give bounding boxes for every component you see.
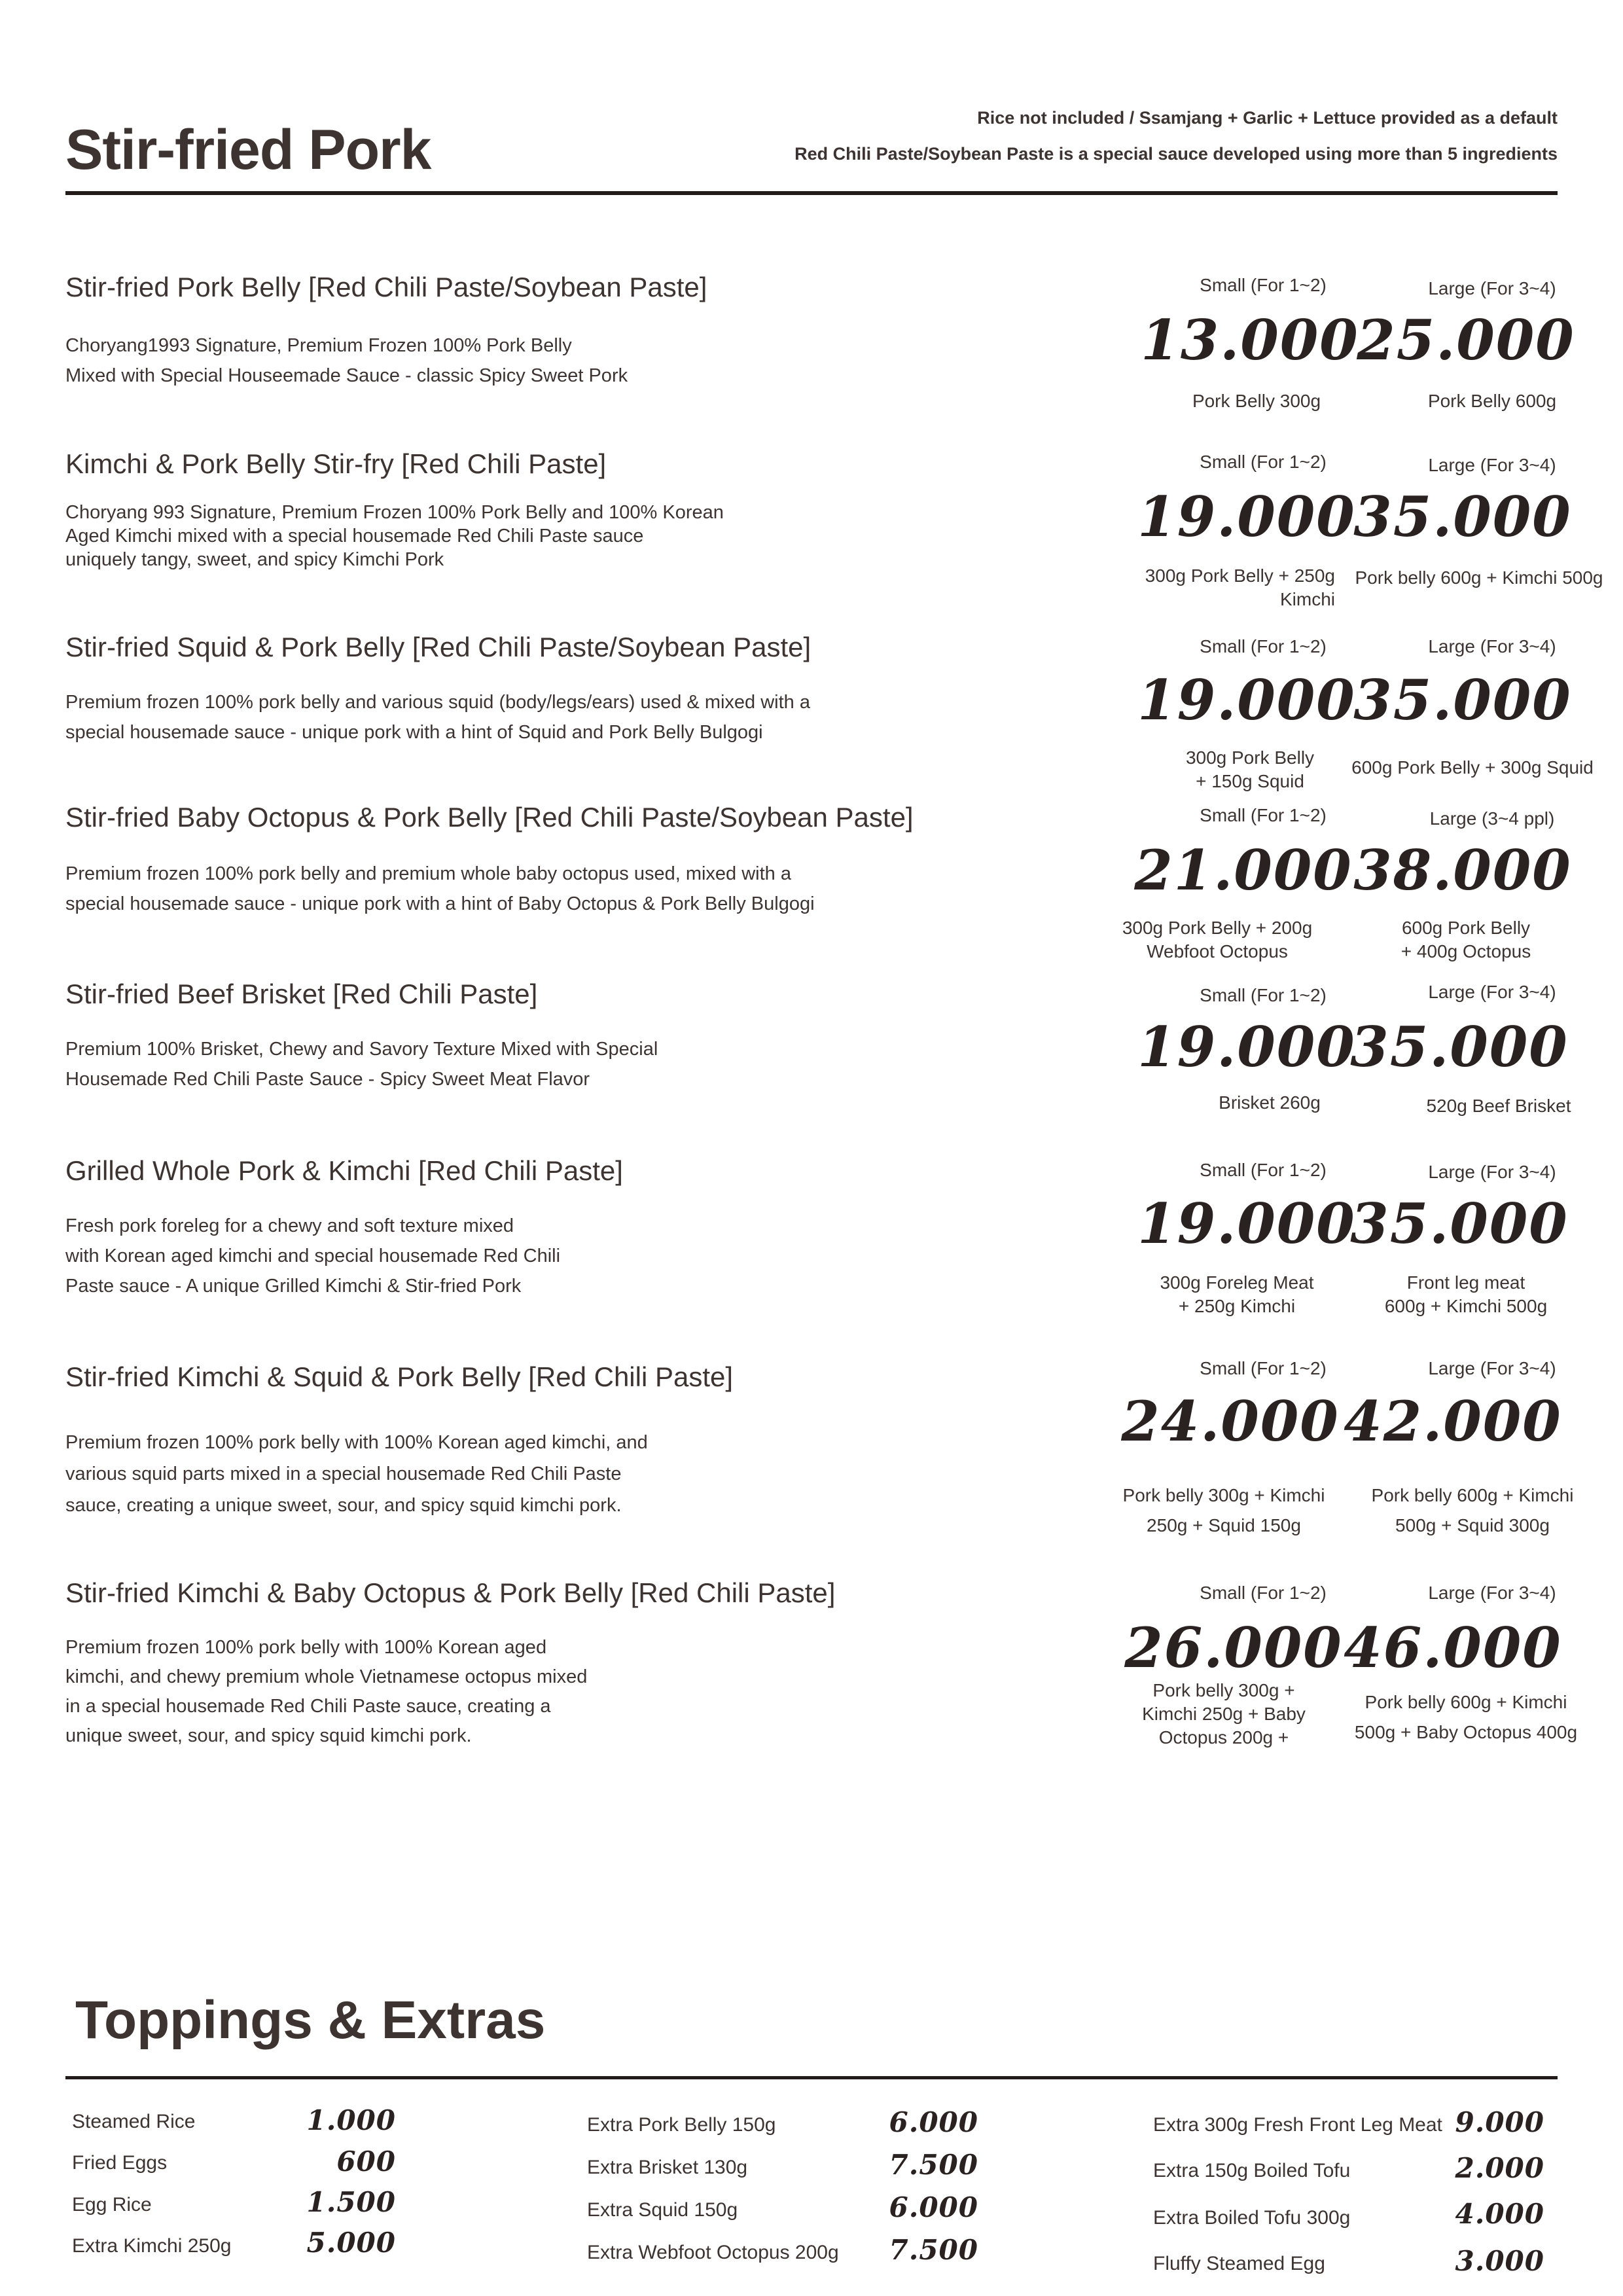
small-price: 19.000 (1137, 1014, 1356, 1079)
item-description: Fresh pork foreleg for a chewy and soft texture mixed with Korean aged kimchi and special housemade Red Chili Paste sauce - A unique Grilled Kimchi & Stir-fried Pork (65, 1215, 561, 1297)
small-size-label: Small (For 1~2) (1200, 1358, 1327, 1378)
large-portion: Pork Belly 600g (1427, 391, 1557, 411)
extra-item-price: 1.000 (306, 2104, 396, 2136)
page-title: Stir-fried Pork (65, 118, 431, 181)
item-description: Premium frozen 100% pork belly with 100% Korean aged kimchi, and chewy premium whole Vietnamese octopus mixed in a special housemade Red Chili Paste sauce, creating a unique sweet, sour, and spicy squid kimchi pork. (65, 1637, 588, 1746)
extra-item-price: 3.000 (1455, 2245, 1544, 2277)
small-price: 26.000 (1124, 1615, 1343, 1680)
extra-item-name: Extra Boiled Tofu 300g (1153, 2207, 1351, 2229)
item-name: Stir-fried Kimchi & Baby Octopus & Pork Belly [Red Chili Paste] (65, 1577, 836, 1608)
extra-item-name: Fried Eggs (72, 2152, 168, 2174)
extra-item-name: Extra Kimchi 250g (72, 2235, 232, 2257)
small-portion: 300g Pork Belly + 250g Kimchi (1145, 565, 1335, 609)
extra-item-price: 1.500 (306, 2186, 396, 2218)
item-description: Premium frozen 100% pork belly and various squid (body/legs/ears) used & mixed with a special housemade sauce - unique pork with a hint of Squid and Pork Belly Bulgogi (65, 692, 810, 743)
item-description: Choryang1993 Signature, Premium Frozen 100% Pork Belly Mixed with Special Houseemade Sauce - classic Spicy Sweet Pork (65, 335, 628, 386)
large-price: 46.000 (1344, 1615, 1562, 1680)
small-price: 19.000 (1137, 668, 1356, 732)
header-divider (65, 191, 1558, 195)
small-price: 19.000 (1137, 1191, 1356, 1256)
extra-item-name: Fluffy Steamed Egg (1153, 2253, 1325, 2274)
item-name: Stir-fried Pork Belly [Red Chili Paste/Soybean Paste] (65, 272, 707, 302)
extras-title: Toppings & Extras (75, 1990, 546, 2050)
extra-item-name: Extra Squid 150g (587, 2199, 738, 2221)
extra-item-price: 9.000 (1455, 2106, 1544, 2138)
small-portion: Pork belly 300g + Kimchi 250g + Squid 150g (1122, 1485, 1325, 1535)
small-price: 13.000 (1141, 308, 1359, 372)
large-price: 35.000 (1350, 1014, 1569, 1079)
item-name: Grilled Whole Pork & Kimchi [Red Chili Paste] (65, 1155, 623, 1186)
small-price: 21.000 (1134, 838, 1353, 903)
item-description: Premium frozen 100% pork belly with 100% Korean aged kimchi, and various squid parts mixed in a special housemade Red Chili Paste sauce, creating a unique sweet, sour, and spicy squid kimchi pork. (65, 1432, 648, 1516)
large-portion: Pork belly 600g + Kimchi 500g + Squid 300g (1371, 1485, 1574, 1535)
large-portion: 600g Pork Belly + 400g Octopus (1400, 918, 1531, 961)
large-size-label: Large (For 3~4) (1428, 1583, 1556, 1603)
small-portion: Brisket 260g (1219, 1092, 1321, 1113)
extra-item-name: Egg Rice (72, 2194, 152, 2215)
large-portion: 600g Pork Belly + 300g Squid (1351, 757, 1594, 778)
item-name: Stir-fried Squid & Pork Belly [Red Chili Paste/Soybean Paste] (65, 632, 812, 662)
header-note-sauce: Red Chili Paste/Soybean Paste is a special sauce developed using more than 5 ingredients (794, 144, 1558, 164)
large-portion: Pork belly 600g + Kimchi 500g (1355, 567, 1603, 588)
extra-item-name: Steamed Rice (72, 2111, 196, 2132)
small-portion: 300g Foreleg Meat + 250g Kimchi (1160, 1272, 1314, 1316)
large-price: 42.000 (1344, 1389, 1562, 1454)
large-size-label: Large (For 3~4) (1428, 1358, 1556, 1378)
large-price: 35.000 (1350, 1191, 1569, 1256)
large-price: 38.000 (1353, 838, 1572, 903)
extra-item-price: 600 (336, 2145, 396, 2178)
item-name: Kimchi & Pork Belly Stir-fry [Red Chili Paste] (65, 448, 607, 479)
extra-item-price: 7.500 (889, 2149, 978, 2181)
large-size-label: Large (For 3~4) (1428, 636, 1556, 656)
extra-item-name: Extra Webfoot Octopus 200g (587, 2242, 839, 2263)
small-size-label: Small (For 1~2) (1200, 985, 1327, 1005)
small-portion: 300g Pork Belly + 200g Webfoot Octopus (1122, 918, 1313, 961)
item-description: Choryang 993 Signature, Premium Frozen 100% Pork Belly and 100% Korean Aged Kimchi mixed with a special housemade Red Chili Paste sauce uniquely tangy, sweet, and spicy Kimchi Pork (65, 502, 724, 570)
extra-item-name: Extra Brisket 130g (587, 2157, 748, 2178)
item-name: Stir-fried Baby Octopus & Pork Belly [Red Chili Paste/Soybean Paste] (65, 802, 914, 833)
extra-item-price: 4.000 (1455, 2198, 1544, 2230)
large-portion: Pork belly 600g + Kimchi 500g + Baby Octopus 400g (1354, 1692, 1578, 1742)
item-name: Stir-fried Kimchi & Squid & Pork Belly [Red Chili Paste] (65, 1361, 734, 1392)
extra-item-price: 7.500 (889, 2234, 978, 2266)
header-note-rice: Rice not included / Ssamjang + Garlic + Lettuce provided as a default (977, 108, 1558, 128)
large-size-label: Large (For 3~4) (1428, 982, 1556, 1002)
small-price: 24.000 (1121, 1389, 1340, 1454)
large-size-label: Large (For 3~4) (1428, 1162, 1556, 1182)
extra-item-price: 5.000 (306, 2227, 396, 2259)
small-portion: Pork belly 300g + Kimchi 250g + Baby Octopus 200g + (1142, 1680, 1306, 1748)
large-portion: Front leg meat 600g + Kimchi 500g (1384, 1272, 1548, 1316)
large-portion: 520g Beef Brisket (1426, 1096, 1571, 1116)
large-size-label: Large (For 3~4) (1428, 455, 1556, 475)
small-price: 19.000 (1137, 484, 1356, 549)
small-size-label: Small (For 1~2) (1200, 1583, 1327, 1603)
extras-divider (65, 2076, 1558, 2079)
extra-item-price: 6.000 (889, 2191, 978, 2223)
small-size-label: Small (For 1~2) (1200, 275, 1327, 295)
item-description: Premium frozen 100% pork belly and premium whole baby octopus used, mixed with a special housemade sauce - unique pork with a hint of Baby Octopus & Pork Belly Bulgogi (65, 863, 815, 914)
small-size-label: Small (For 1~2) (1200, 805, 1327, 825)
extra-item-name: Extra 300g Fresh Front Leg Meat (1153, 2114, 1442, 2136)
large-size-label: Large (3~4 ppl) (1429, 808, 1555, 829)
item-description: Premium 100% Brisket, Chewy and Savory Texture Mixed with Special Housemade Red Chili Paste Sauce - Spicy Sweet Meat Flavor (65, 1039, 658, 1090)
large-price: 35.000 (1353, 484, 1572, 549)
large-price: 35.000 (1353, 668, 1572, 732)
small-size-label: Small (For 1~2) (1200, 1160, 1327, 1180)
item-name: Stir-fried Beef Brisket [Red Chili Paste] (65, 978, 538, 1009)
small-portion: Pork Belly 300g (1192, 391, 1321, 411)
large-price: 25.000 (1357, 308, 1575, 372)
small-portion: 300g Pork Belly + 150g Squid (1185, 747, 1315, 791)
extra-item-name: Extra 150g Boiled Tofu (1153, 2160, 1351, 2181)
extra-item-name: Extra Pork Belly 150g (587, 2114, 776, 2136)
large-size-label: Large (For 3~4) (1428, 278, 1556, 298)
extra-item-price: 6.000 (889, 2106, 978, 2138)
extra-item-price: 2.000 (1455, 2152, 1544, 2184)
small-size-label: Small (For 1~2) (1200, 636, 1327, 656)
small-size-label: Small (For 1~2) (1200, 452, 1327, 472)
